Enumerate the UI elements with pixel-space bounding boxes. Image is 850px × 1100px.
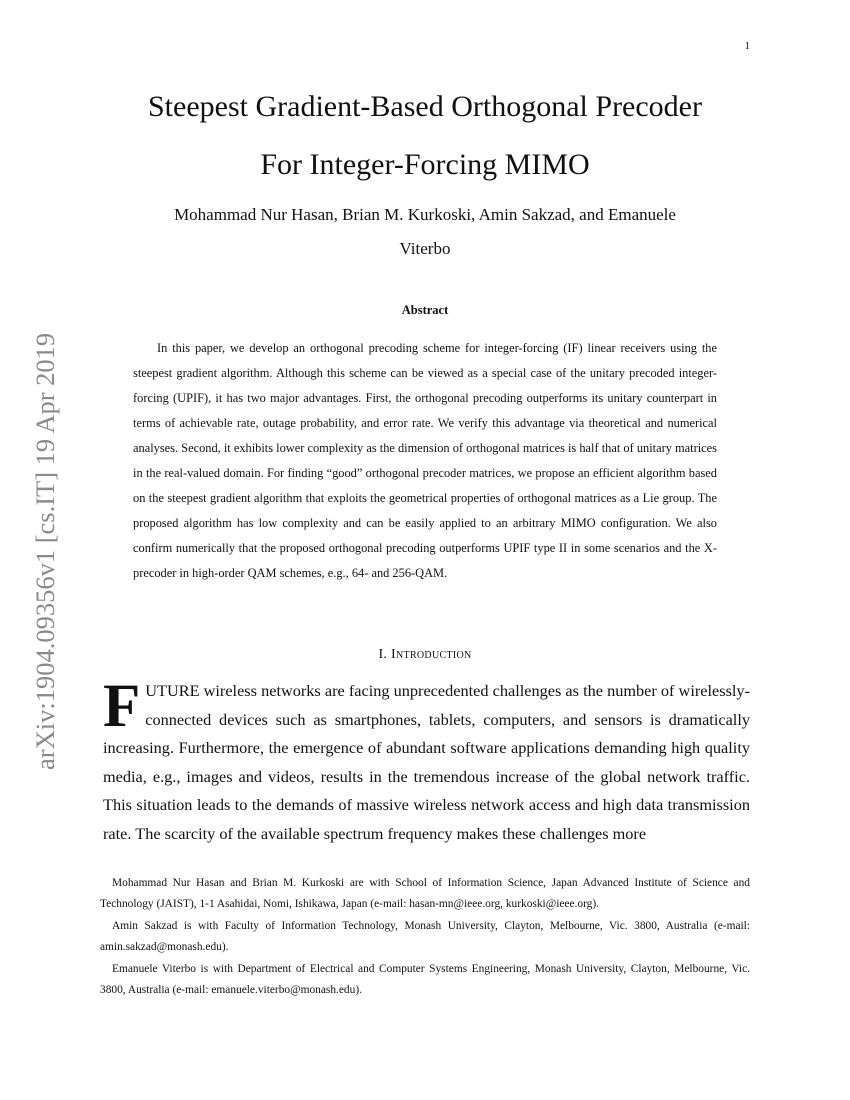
footnote-affiliation-hasan-kurkoski: Mohammad Nur Hasan and Brian M. Kurkoski are with School of Information Science, Japan Advanced Institute of Science and Technology (JAIST), 1-1 Asahidai, Nomi, Ishikawa, Japan (e-mail: hasan-mn@ieee.org, kurkoski@ieee.org). <box>100 877 750 911</box>
title-line-2: For Integer-Forcing MIMO <box>260 148 590 181</box>
arxiv-identifier-stamp: arXiv:1904.09356v1 [cs.IT] 19 Apr 2019 <box>30 332 60 770</box>
introduction-text: UTURE wireless networks are facing unprecedented challenges as the number of wirelessly-connected devices such as smartphones, tablets, computers, and sensors is dramatically increasing. Furthermore, the emergence of abundant software applications demanding high quality media, e.g., images and videos, results in the tremendous increase of the global network traffic. This situation leads to the demands of massive wireless network access and high data transmission rate. The scarcity of the available spectrum frequency makes these challenges more <box>103 681 750 843</box>
drop-cap-letter: F <box>103 673 141 740</box>
authors-line-2: Viterbo <box>399 239 451 258</box>
abstract-body: In this paper, we develop an orthogonal precoding scheme for integer-forcing (IF) linear receivers using the steepest gradient algorithm. Although this scheme can be viewed as a special case of the unitary precoded integer-forcing (UPIF), it has two major advantages. First, the orthogonal precoding outperforms its unitary counterpart in terms of achievable rate, outage probability, and error rate. We verify this advantage via theoretical and numerical analyses. Second, it exhibits lower complexity as the dimension of orthogonal matrices is half that of unitary matrices in the real-valued domain. For finding “good” orthogonal precoder matrices, we propose an efficient algorithm based on the steepest gradient algorithm that exploits the geometrical properties of orthogonal matrices as a Lie group. The proposed algorithm has low complexity and can be easily applied to an arbitrary MIMO configuration. We also confirm numerically that the proposed orthogonal precoding outperforms UPIF type II in some scenarios and the X-precoder in high-order QAM schemes, e.g., 64- and 256-QAM. <box>133 341 717 580</box>
footnote-affiliation-sakzad: Amin Sakzad is with Faculty of Information Technology, Monash University, Clayton, Melbourne, Vic. 3800, Australia (e-mail: amin.sakzad@monash.edu). <box>100 919 750 954</box>
introduction-paragraph <box>103 673 750 849</box>
section-title: Introduction <box>391 647 472 662</box>
section-number: I. <box>378 647 388 662</box>
title-line-1: Steepest Gradient-Based Orthogonal Precoder <box>148 90 702 123</box>
author-list <box>100 198 750 266</box>
abstract-heading: Abstract <box>401 303 449 317</box>
paper-title <box>100 78 750 194</box>
page-number: 1 <box>744 40 750 52</box>
authors-line-1: Mohammad Nur Hasan, Brian M. Kurkoski, Amin Sakzad, and Emanuele <box>174 205 676 224</box>
footnote-affiliation-viterbo: Emanuele Viterbo is with Department of Electrical and Computer Systems Engineering, Monash University, Clayton, Melbourne, Vic. 3800, Australia (e-mail: emanuele.viterbo@monash.edu). <box>100 962 750 997</box>
author-affiliation-footnotes <box>100 873 750 1001</box>
section-heading-introduction <box>100 647 750 663</box>
